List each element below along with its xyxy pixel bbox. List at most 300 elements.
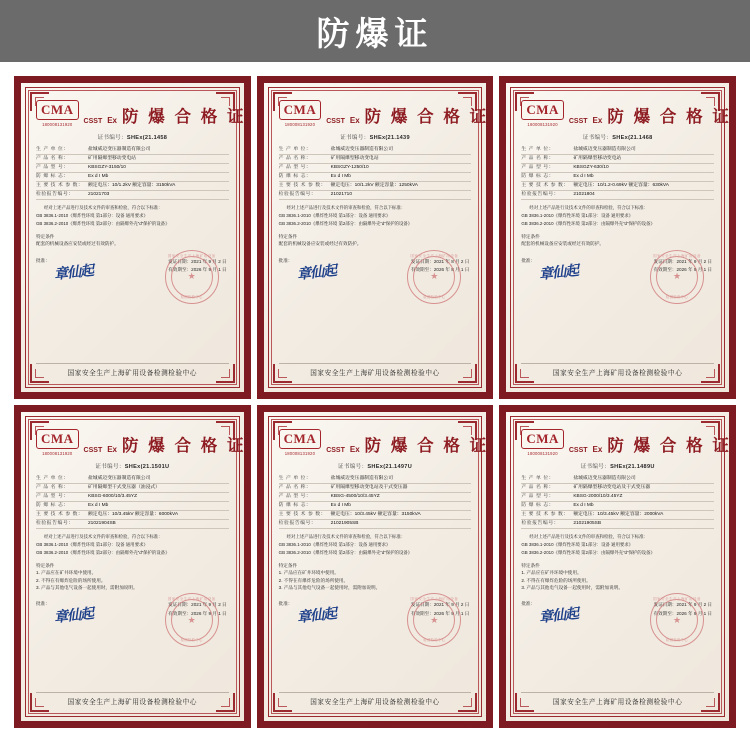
seal-bottom-text: 检测检验中心 xyxy=(665,294,689,299)
field-label-product-name: 产 品 名 称： xyxy=(36,155,69,161)
cma-logo xyxy=(279,100,322,127)
field-label-product-name: 产 品 名 称： xyxy=(521,155,555,161)
certificate-card-4[interactable] xyxy=(14,405,251,728)
field-label-ex-mark: 防 爆 标 志： xyxy=(521,173,555,179)
certificate-card-6[interactable] xyxy=(499,405,736,728)
field-label-maker: 生 产 单 位： xyxy=(36,146,69,152)
field-row-product-name xyxy=(279,484,472,493)
certificate-fields xyxy=(36,146,229,201)
certificate-footer: 国家安全生产上海矿用设备检测检验中心 xyxy=(310,699,440,706)
footer-divider xyxy=(279,692,472,693)
field-value-report-no: 21021804 xyxy=(573,192,595,198)
standard-line-1: GB 3836.1-2010《爆炸性环境 第1部分：设备 通用要求》 xyxy=(521,542,634,548)
certificate-paragraph xyxy=(521,205,714,228)
ex-symbol-icon: Ex xyxy=(349,115,360,125)
field-value-maker: 盐城威迈变压器制造有限公司 xyxy=(88,146,151,152)
field-row-maker xyxy=(279,146,472,155)
certificate-number-line xyxy=(279,462,472,470)
certificate-fields xyxy=(521,146,714,201)
field-label-report-no: 检验报告编号： xyxy=(278,192,317,198)
certificate-heading: 防 爆 合 格 证 xyxy=(364,107,489,126)
approve-label: 批准： xyxy=(36,601,50,607)
paragraph-lead: 经对上述产品进行及技术文件的审查和检验，符合以下标准： xyxy=(286,534,406,540)
special-condition-line: 3. 产品与其他电气设备一起使用时，需附加说明。 xyxy=(521,584,623,590)
standard-line-2: GB 3836.2-2010《爆炸性环境 第2部分：由隔爆外壳“d”保护的设备》 xyxy=(36,550,170,556)
field-value-report-no: 21021703 xyxy=(88,192,110,198)
certificate-number-label: 证书编号： xyxy=(582,134,613,141)
field-value-report-no: 21021905SB xyxy=(330,521,359,527)
field-label-main-params: 主 要 技 术 参 数： xyxy=(278,183,327,189)
official-seal-stamp xyxy=(650,250,704,304)
paragraph-lead: 经对上述产品进行及技术文件的审查和检验，符合以下标准： xyxy=(44,534,163,540)
page-title: 防爆证 xyxy=(316,13,434,53)
field-value-maker: 盐城威迈变压器制造有限公司 xyxy=(573,475,636,481)
field-value-model: KBSG-4500/10/3.45YZ xyxy=(330,493,380,499)
valid-date-label: 有效期至： xyxy=(653,610,677,616)
seal-inner-ring xyxy=(171,599,213,641)
signature-handwriting: 章仙起 xyxy=(538,263,580,283)
cma-badge-text: CMA xyxy=(36,100,79,120)
official-seal-stamp xyxy=(165,593,219,647)
signature-handwriting: 章仙起 xyxy=(296,263,337,283)
seal-bottom-text: 检测检验中心 xyxy=(423,294,446,299)
certificate-fields xyxy=(36,475,229,530)
certificate-number-label: 证书编号： xyxy=(95,463,125,470)
certificate-footer: 国家安全生产上海矿用设备检测检验中心 xyxy=(310,370,440,377)
field-value-product-name: 矿用隔爆型移动变电站 xyxy=(573,155,622,161)
field-value-model: KBSGZY-630/10 xyxy=(573,164,609,170)
special-condition-line: 3. 产品与其他电气设备一起使用时，需附加说明。 xyxy=(278,584,381,590)
field-row-model xyxy=(279,493,472,502)
field-row-main-params xyxy=(521,182,714,191)
field-label-main-params: 主 要 技 术 参 数： xyxy=(36,183,84,189)
cma-logo xyxy=(521,429,564,456)
valid-date-label: 有效期至： xyxy=(410,610,434,616)
approve-label: 批准： xyxy=(278,601,293,607)
certificate-heading: 防 爆 合 格 证 xyxy=(607,436,731,455)
issue-date-label: 发证日期： xyxy=(168,258,192,264)
star-icon: ★ xyxy=(187,271,196,282)
special-condition-line: 2. 不得在有爆炸危险的场所使用。 xyxy=(278,577,349,583)
footer-divider xyxy=(521,363,714,364)
approve-label: 批准： xyxy=(521,601,536,607)
field-row-product-name xyxy=(279,155,472,164)
standard-line-1: GB 3836.1-2010《爆炸性环境 第1部分：设备 通用要求》 xyxy=(278,542,391,548)
special-condition-line: 2. 不得在有爆炸危险的场所使用。 xyxy=(36,577,106,583)
star-icon: ★ xyxy=(672,614,682,625)
issue-date-value: 2021 年 9 月 2 日 xyxy=(191,602,227,608)
issue-date-label: 发证日期： xyxy=(168,602,192,608)
field-row-model xyxy=(521,493,714,502)
standard-line-1: GB 3836.1-2010《爆炸性环境 第1部分：设备 通用要求》 xyxy=(36,213,148,219)
certificate-body xyxy=(521,96,731,379)
certificate-number-line xyxy=(279,133,472,141)
standard-line-1: GB 3836.1-2010《爆炸性环境 第1部分：设备 通用要求》 xyxy=(521,213,634,219)
csst-label: CSST xyxy=(326,446,345,454)
special-conditions-label: 特定条件 xyxy=(521,562,540,568)
certificate-number-line xyxy=(521,462,714,470)
certificate-notes xyxy=(279,562,472,591)
ex-symbol-icon: Ex xyxy=(349,444,360,454)
valid-date-value: 2026 年 9 月 1 日 xyxy=(191,266,227,272)
seal-bottom-text: 检测检验中心 xyxy=(180,294,203,299)
valid-date-value: 2026 年 8 月 1 日 xyxy=(433,266,470,272)
valid-date-label: 有效期至： xyxy=(653,266,677,272)
valid-date-label: 有效期至： xyxy=(168,266,192,272)
field-label-report-no: 检验报告编号： xyxy=(278,521,317,527)
issue-date-label: 发证日期： xyxy=(410,602,434,608)
certificate-title-row xyxy=(521,429,731,456)
star-icon: ★ xyxy=(187,614,196,625)
certificate-number-value: SHEx(21.1501U xyxy=(124,463,170,470)
ex-symbol-icon: Ex xyxy=(107,115,118,125)
field-row-product-name xyxy=(521,155,714,164)
certificate-number-line xyxy=(36,133,229,141)
certificate-footer: 国家安全生产上海矿用设备检测检验中心 xyxy=(67,699,198,706)
footer-divider xyxy=(521,692,714,693)
field-label-model: 产 品 型 号： xyxy=(521,493,555,499)
field-row-model xyxy=(36,164,229,173)
cma-badge-text: CMA xyxy=(279,429,322,449)
field-value-main-params: 额定电压：10/1.2-0.69kV 额定容量：630kVA xyxy=(573,183,669,189)
field-value-product-name: 矿用隔爆型移动变电站 xyxy=(88,155,136,161)
field-label-maker: 生 产 单 位： xyxy=(521,146,555,152)
field-label-report-no: 检验报告编号： xyxy=(521,521,560,527)
seal-top-text: 国家安全生产上海矿用设备 xyxy=(167,597,216,602)
cma-number: 180008131920 xyxy=(527,450,558,456)
field-label-main-params: 主 要 技 术 参 数： xyxy=(278,512,327,518)
footer-divider xyxy=(279,363,472,364)
cma-badge-text: CMA xyxy=(36,429,79,449)
field-value-model: KBSG-2000/10/3.45YZ xyxy=(573,493,623,499)
field-label-product-name: 产 品 名 称： xyxy=(278,155,312,161)
issue-date-label: 发证日期： xyxy=(410,258,434,264)
issue-date-value: 2021 年 9 月 2 日 xyxy=(433,602,470,608)
cma-logo xyxy=(36,429,79,456)
seal-bottom-text: 检测检验中心 xyxy=(423,638,446,643)
certificate-title-row xyxy=(521,100,731,127)
certificate-footer: 国家安全生产上海矿用设备检测检验中心 xyxy=(67,370,198,377)
csst-label: CSST xyxy=(83,117,103,125)
field-value-model: KBSG-6000/10/3.45YZ xyxy=(88,493,138,499)
page-banner xyxy=(0,0,750,62)
field-row-product-name xyxy=(36,155,229,164)
field-row-product-name xyxy=(36,484,229,493)
issue-date-value: 2021 年 9 月 2 日 xyxy=(191,258,227,264)
csst-label: CSST xyxy=(568,446,588,454)
footer-divider xyxy=(36,363,229,364)
certificate-number-label: 证书编号： xyxy=(340,134,370,141)
field-row-ex-mark xyxy=(521,502,714,511)
certificate-notes xyxy=(521,562,714,591)
signature-area xyxy=(521,250,714,362)
field-row-ex-mark xyxy=(279,502,472,511)
field-label-maker: 生 产 单 位： xyxy=(278,146,312,152)
field-row-main-params xyxy=(279,511,472,520)
seal-inner-ring xyxy=(171,256,213,298)
certificate-footer: 国家安全生产上海矿用设备检测检验中心 xyxy=(552,370,683,377)
special-conditions-label: 特定条件 xyxy=(278,233,298,239)
paragraph-lead: 经对上述产品进行及技术文件的审查和检验，符合以下标准： xyxy=(529,534,648,540)
standard-line-1: GB 3836.1-2010《爆炸性环境 第1部分：设备 通用要求》 xyxy=(278,213,391,219)
field-label-product-name: 产 品 名 称： xyxy=(278,484,312,490)
certificate-body xyxy=(36,425,246,708)
field-row-model xyxy=(279,164,472,173)
field-row-ex-mark xyxy=(36,173,229,182)
cma-number: 180008131920 xyxy=(284,121,316,127)
csst-label: CSST xyxy=(326,117,345,125)
seal-inner-ring xyxy=(410,256,455,298)
field-label-model: 产 品 型 号： xyxy=(36,493,69,499)
field-row-maker xyxy=(521,146,714,155)
signature-area xyxy=(36,593,229,690)
certificate-fields xyxy=(279,146,472,201)
field-row-main-params xyxy=(521,511,714,520)
field-label-main-params: 主 要 技 术 参 数： xyxy=(521,183,569,189)
signature-area xyxy=(279,593,472,690)
cma-number: 180008131920 xyxy=(527,121,558,127)
cma-number: 180008131920 xyxy=(42,450,73,456)
special-conditions-label: 特定条件 xyxy=(36,562,55,568)
standard-line-2: GB 3836.2-2010《爆炸性环境 第2部分：由隔爆外壳“d”保护的设备》 xyxy=(278,550,413,556)
field-row-main-params xyxy=(279,182,472,191)
field-row-maker xyxy=(521,475,714,484)
field-value-ex-mark: Ex d I Mb xyxy=(88,502,109,508)
field-row-maker xyxy=(36,475,229,484)
field-value-product-name: 矿用隔爆型移动变电站及干式变压器 xyxy=(330,484,408,490)
certificate-paragraph xyxy=(36,534,229,557)
field-row-model xyxy=(36,493,229,502)
certificate-number-label: 证书编号： xyxy=(580,463,611,470)
paragraph-lead: 经对上述产品进行及技术文件的审查和检验，符合以下标准： xyxy=(286,205,406,211)
field-label-ex-mark: 防 爆 标 志： xyxy=(278,502,312,508)
certificate-card-2[interactable] xyxy=(257,76,494,399)
certificate-heading: 防 爆 合 格 证 xyxy=(607,107,731,126)
seal-top-text: 国家安全生产上海矿用设备 xyxy=(167,253,216,258)
field-value-report-no: 21021904SB xyxy=(88,521,116,527)
certificate-title-row xyxy=(36,100,246,127)
field-row-product-name xyxy=(521,484,714,493)
special-conditions-text xyxy=(36,569,229,591)
seal-top-text: 国家安全生产上海矿用设备 xyxy=(653,253,701,258)
certificate-body xyxy=(278,425,489,708)
field-value-main-params: 额定电压：10/3.45kV 额定容量：6000kVA xyxy=(88,512,179,518)
special-conditions-label: 特定条件 xyxy=(36,233,55,239)
field-row-main-params xyxy=(36,182,229,191)
certificate-number-line xyxy=(36,462,229,470)
issue-date-label: 发证日期： xyxy=(653,258,677,264)
seal-inner-ring xyxy=(410,599,455,641)
field-row-report-no xyxy=(521,520,714,529)
cma-logo xyxy=(521,100,564,127)
seal-top-text: 国家安全生产上海矿用设备 xyxy=(410,253,459,258)
field-value-product-name: 矿用隔爆型移动变电站 xyxy=(330,155,379,161)
field-value-ex-mark: Ex d I Mb xyxy=(330,173,351,179)
certificate-number-value: SHEx(21.1489U xyxy=(610,463,655,470)
seal-top-text: 国家安全生产上海矿用设备 xyxy=(410,597,459,602)
field-value-ex-mark: Ex d I Mb xyxy=(88,173,109,179)
field-value-maker: 盐城威迈变压器制造有限公司 xyxy=(88,475,151,481)
field-label-report-no: 检验报告编号： xyxy=(36,521,74,527)
field-value-maker: 盐城威迈变压器制造有限公司 xyxy=(330,146,394,152)
special-condition-line: 2. 不得在有爆炸危险的场所使用。 xyxy=(521,577,591,583)
seal-top-text: 国家安全生产上海矿用设备 xyxy=(653,597,701,602)
special-conditions-text xyxy=(36,240,229,247)
certificate-body xyxy=(521,425,731,708)
official-seal-stamp xyxy=(650,593,704,647)
field-value-maker: 盐城威迈变压器制造有限公司 xyxy=(330,475,394,481)
valid-date-value: 2026 年 9 月 1 日 xyxy=(676,610,712,616)
footer-divider xyxy=(36,692,229,693)
seal-inner-ring xyxy=(653,256,698,298)
field-label-ex-mark: 防 爆 标 志： xyxy=(36,502,69,508)
field-label-maker: 生 产 单 位： xyxy=(36,475,69,481)
field-row-report-no xyxy=(279,191,472,200)
special-conditions-text xyxy=(521,240,714,247)
certificate-number-label: 证书编号： xyxy=(97,134,127,141)
paragraph-lead: 经对上述产品进行及技术文件的审查和检验，符合以下标准： xyxy=(44,205,163,211)
field-label-ex-mark: 防 爆 标 志： xyxy=(36,173,69,179)
certificate-title-row xyxy=(279,100,489,127)
cma-number: 180008131920 xyxy=(42,121,73,127)
certificate-number-value: SHEx(21.1497U xyxy=(367,463,413,470)
field-label-maker: 生 产 单 位： xyxy=(521,475,555,481)
field-label-model: 产 品 型 号： xyxy=(521,164,555,170)
field-row-maker xyxy=(279,475,472,484)
special-conditions-text xyxy=(279,240,472,247)
field-label-product-name: 产 品 名 称： xyxy=(36,484,69,490)
special-condition-line: 配套的机械设备应安装或经过有效防护。 xyxy=(36,241,119,247)
cma-logo xyxy=(279,429,322,456)
valid-date-label: 有效期至： xyxy=(410,266,434,272)
certificate-number-value: SHEx(21.1439 xyxy=(369,134,410,141)
seal-bottom-text: 检测检验中心 xyxy=(665,638,689,643)
signature-area xyxy=(521,593,714,690)
approve-label: 批准： xyxy=(36,257,50,263)
issue-date-value: 2021 年 9 月 2 日 xyxy=(676,258,712,264)
cma-badge-text: CMA xyxy=(521,429,564,449)
certificate-title-row xyxy=(279,429,489,456)
certificate-heading: 防 爆 合 格 证 xyxy=(122,436,246,455)
certificate-number-value: SHEx(21.1468 xyxy=(612,134,653,141)
special-conditions-label: 特定条件 xyxy=(278,562,298,568)
standard-line-2: GB 3836.2-2010《爆炸性环境 第2部分：由隔爆外壳“d”保护的设备》 xyxy=(36,221,170,227)
field-value-report-no: 21021710 xyxy=(330,192,352,198)
field-value-ex-mark: Ex d I Mb xyxy=(330,502,351,508)
field-row-model xyxy=(521,164,714,173)
signature-handwriting: 章仙起 xyxy=(53,263,94,283)
field-value-main-params: 额定电压：10/3.45kV 额定容量：2000kVA xyxy=(573,512,664,518)
certificate-title-row xyxy=(36,429,246,456)
field-row-report-no xyxy=(36,520,229,529)
certificate-paragraph xyxy=(279,205,472,228)
ex-symbol-icon: Ex xyxy=(107,444,118,454)
field-value-model: KBSGZY-3150/10 xyxy=(88,164,126,170)
cma-logo xyxy=(36,100,79,127)
special-condition-line: 1. 产品应在矿井环境中使用。 xyxy=(521,570,582,576)
field-row-report-no xyxy=(279,520,472,529)
field-row-main-params xyxy=(36,511,229,520)
signature-handwriting: 章仙起 xyxy=(296,607,337,627)
certificate-footer: 国家安全生产上海矿用设备检测检验中心 xyxy=(552,699,683,706)
field-value-ex-mark: Ex d I Mb xyxy=(573,502,594,508)
approve-label: 批准： xyxy=(278,257,293,263)
cma-badge-text: CMA xyxy=(279,100,322,120)
star-icon: ★ xyxy=(430,614,439,625)
certificate-grid xyxy=(0,62,750,746)
field-value-main-params: 额定电压：10/3.45kV 额定容量：3150kVA xyxy=(330,512,421,518)
field-value-main-params: 额定电压：10/1.2kV 额定容量：1250kVA xyxy=(330,183,419,189)
seal-inner-ring xyxy=(653,599,698,641)
valid-date-value: 2026 年 9 月 1 日 xyxy=(676,266,712,272)
standard-line-2: GB 3836.2-2010《爆炸性环境 第2部分：由隔爆外壳“d”保护的设备》 xyxy=(521,221,655,227)
csst-label: CSST xyxy=(568,117,588,125)
certificate-card-1[interactable] xyxy=(14,76,251,399)
approve-label: 批准： xyxy=(521,257,536,263)
certificate-body xyxy=(36,96,246,379)
field-value-product-name: 矿用隔爆型移动变电站及干式变压器 xyxy=(573,484,651,490)
certificate-heading: 防 爆 合 格 证 xyxy=(364,436,489,455)
official-seal-stamp xyxy=(407,593,461,647)
special-conditions-text xyxy=(521,569,714,591)
field-value-ex-mark: Ex d I Mb xyxy=(573,173,594,179)
certificate-fields xyxy=(521,475,714,530)
signature-handwriting: 章仙起 xyxy=(53,607,94,627)
issue-date-value: 2021 年 8 月 2 日 xyxy=(433,258,470,264)
field-value-model: KBSGZY-1250/10 xyxy=(330,164,369,170)
cma-number: 180008131920 xyxy=(284,450,316,456)
field-label-ex-mark: 防 爆 标 志： xyxy=(278,173,312,179)
field-label-model: 产 品 型 号： xyxy=(278,164,312,170)
field-row-ex-mark xyxy=(521,173,714,182)
field-label-ex-mark: 防 爆 标 志： xyxy=(521,502,555,508)
certificate-notes xyxy=(36,562,229,591)
cma-badge-text: CMA xyxy=(521,100,564,120)
field-label-report-no: 检验报告编号： xyxy=(521,192,560,198)
certificate-body xyxy=(278,96,489,379)
certificate-notes xyxy=(521,233,714,248)
field-label-model: 产 品 型 号： xyxy=(278,493,312,499)
certificate-card-3[interactable] xyxy=(499,76,736,399)
valid-date-value: 2026 年 9 月 1 日 xyxy=(191,610,227,616)
certificate-number-label: 证书编号： xyxy=(337,463,368,470)
standard-line-2: GB 3836.2-2010《爆炸性环境 第2部分：由隔爆外壳“d”保护的设备》 xyxy=(278,221,413,227)
issue-date-label: 发证日期： xyxy=(653,602,677,608)
field-value-main-params: 额定电压：10/1.2kV 额定容量：3150kVA xyxy=(88,183,176,189)
certificate-paragraph xyxy=(36,205,229,228)
certificate-heading: 防 爆 合 格 证 xyxy=(122,107,246,126)
field-value-product-name: 矿用隔爆型干式变压器（油浸式） xyxy=(88,484,160,490)
ex-symbol-icon: Ex xyxy=(592,444,603,454)
field-label-report-no: 检验报告编号： xyxy=(36,192,74,198)
standard-line-1: GB 3836.1-2010《爆炸性环境 第1部分：设备 通用要求》 xyxy=(36,542,148,548)
official-seal-stamp xyxy=(407,250,461,304)
certificate-notes xyxy=(279,233,472,248)
standard-line-2: GB 3836.2-2010《爆炸性环境 第2部分：由隔爆外壳“d”保护的设备》 xyxy=(521,550,655,556)
special-condition-line: 配套的机械设备应安装或经过有效防护。 xyxy=(521,241,605,247)
issue-date-value: 2021 年 9 月 2 日 xyxy=(676,602,712,608)
certificate-number-line xyxy=(521,133,714,141)
field-row-report-no xyxy=(36,191,229,200)
certificate-card-5[interactable] xyxy=(257,405,494,728)
certificate-number-value: SHEx(21.1458 xyxy=(126,134,168,141)
certificate-paragraph xyxy=(279,534,472,557)
official-seal-stamp xyxy=(165,250,219,304)
special-condition-line: 1. 产品应在矿井环境中使用。 xyxy=(36,570,97,576)
paragraph-lead: 经对上述产品进行及技术文件的审查和检验，符合以下标准： xyxy=(529,205,648,211)
csst-label: CSST xyxy=(83,446,103,454)
special-conditions-label: 特定条件 xyxy=(521,233,540,239)
